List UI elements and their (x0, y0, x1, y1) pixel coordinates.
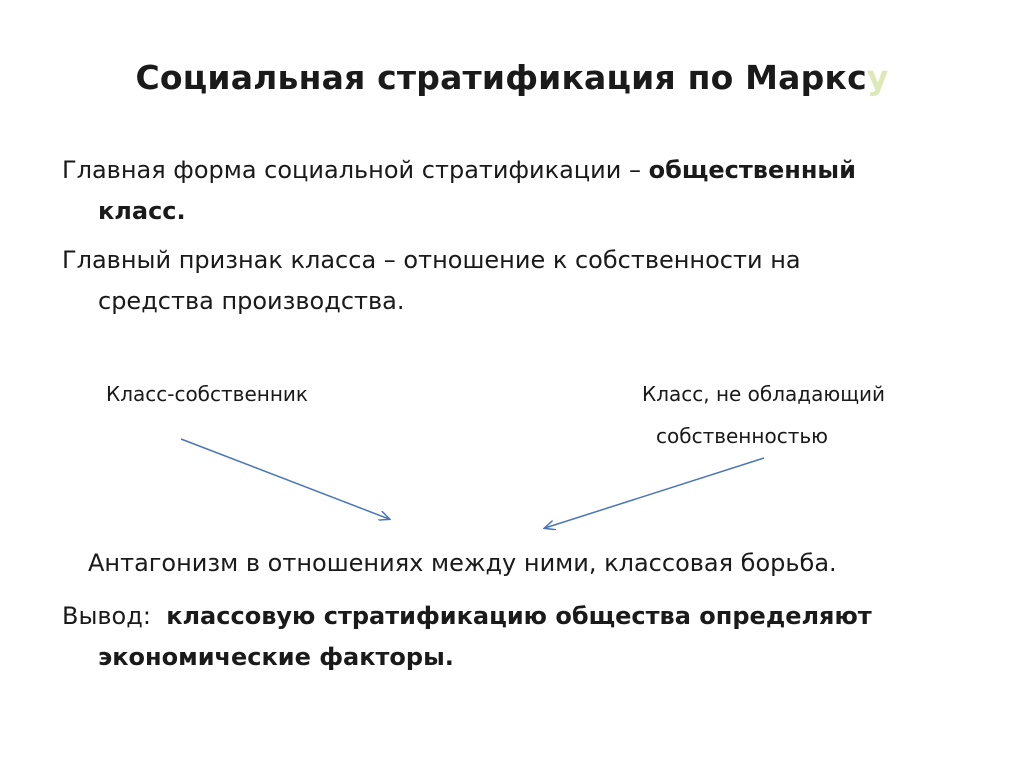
slide-title-main: Социальная стратификация по Маркс (135, 58, 867, 97)
arrow-left (181, 439, 389, 519)
paragraph-main-form-text: Главная форма социальной стратификации – (62, 156, 649, 184)
arrow-right (545, 458, 764, 528)
paragraph-conclusion-bold-2: экономические факторы. (98, 643, 454, 671)
paragraph-main-form-line-1 (62, 150, 962, 191)
antagonism-text: Антагонизм в отношениях между ними, классовая борьба. (88, 549, 837, 577)
paragraph-conclusion-bold-1: классовую стратификацию общества определяют (166, 602, 872, 630)
paragraph-main-form-bold-1: общественный (648, 156, 856, 184)
paragraph-main-form-bold-2: класс. (98, 197, 186, 225)
paragraph-class-feature (62, 240, 962, 322)
label-class-owner: Класс-собственник (106, 382, 308, 406)
slide-title (0, 58, 1024, 97)
slide-title-tail: у (866, 58, 889, 97)
label-class-nonowner-line-2: собственностью (656, 424, 828, 448)
paragraph-conclusion-line-1 (62, 596, 962, 637)
paragraph-conclusion (62, 596, 962, 678)
paragraph-class-feature-line-1: Главный признак класса – отношение к собственности на (62, 246, 801, 274)
paragraph-conclusion-line-2 (62, 637, 962, 678)
paragraph-main-form-line-2 (62, 191, 962, 232)
paragraph-class-feature-line-2: средства производства. (98, 287, 405, 315)
paragraph-main-form (62, 150, 962, 232)
label-class-nonowner-line-1: Класс, не обладающий (642, 382, 886, 406)
paragraph-conclusion-lead: Вывод: (62, 602, 151, 630)
